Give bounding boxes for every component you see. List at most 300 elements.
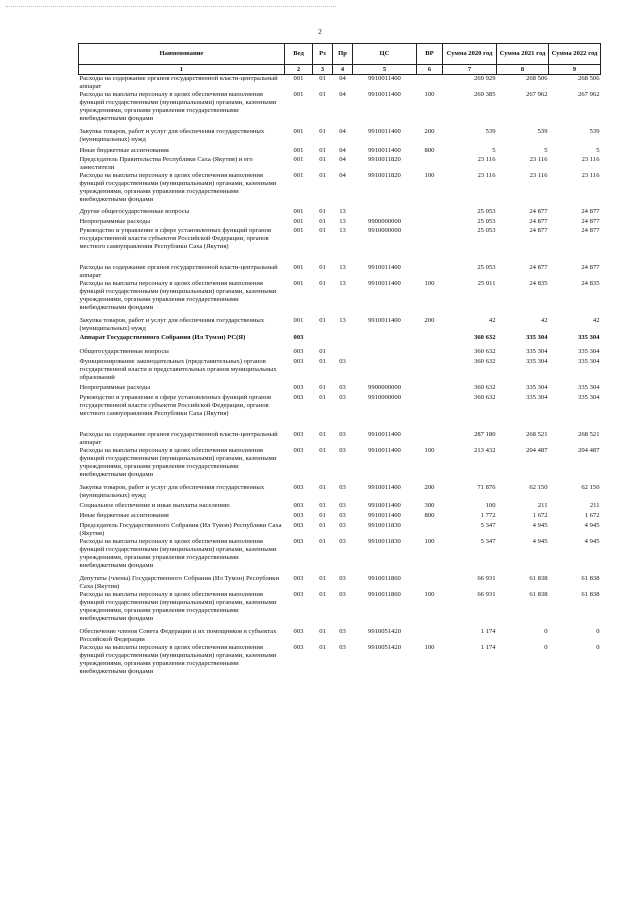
row-sum-2020: 25 053 bbox=[477, 218, 496, 225]
row-sum-2021: 24 877 bbox=[529, 264, 548, 271]
row-ved: 001 bbox=[293, 317, 304, 324]
row-sum-2020: 360 632 bbox=[474, 348, 496, 355]
table-row bbox=[79, 431, 601, 447]
row-pr: 03 bbox=[339, 512, 346, 519]
row-ved: 003 bbox=[293, 484, 304, 491]
column-number: 3 bbox=[313, 65, 333, 75]
header-name: Наименование bbox=[79, 44, 285, 65]
row-rz: 01 bbox=[319, 91, 326, 98]
row-sum-2021: 23 116 bbox=[529, 172, 548, 179]
row-sum-2022: 5 bbox=[596, 147, 600, 154]
row-ved: 003 bbox=[293, 394, 304, 401]
row-sum-2020: 1 772 bbox=[480, 512, 496, 519]
row-ved: 001 bbox=[293, 75, 304, 82]
column-number: 9 bbox=[549, 65, 601, 75]
row-cs: 9910011400 bbox=[368, 317, 401, 324]
row-vr: 100 bbox=[424, 591, 435, 598]
row-vr bbox=[417, 264, 443, 280]
row-rz: 01 bbox=[319, 75, 326, 82]
row-vr bbox=[417, 334, 443, 348]
row-sum-2021: 24 877 bbox=[529, 218, 548, 225]
table-row bbox=[79, 591, 601, 628]
row-rz: 01 bbox=[319, 394, 326, 401]
row-sum-2020: 213 432 bbox=[474, 447, 496, 454]
row-rz: 01 bbox=[319, 264, 326, 271]
row-rz: 01 bbox=[319, 591, 326, 598]
row-name: Функционирование законодательных (представительных) органов государственной власти и представительных органов муниципальных образований bbox=[79, 358, 277, 381]
row-sum-2020: 269 385 bbox=[474, 91, 496, 98]
row-sum-2020: 5 347 bbox=[480, 538, 496, 545]
row-rz: 01 bbox=[319, 628, 326, 635]
row-sum-2022: 335 304 bbox=[578, 384, 600, 391]
row-name: Депутаты (члены) Государственного Собрания (Ил Тумэн) Республики Саха (Якутия) bbox=[79, 575, 280, 590]
table-row bbox=[79, 484, 601, 502]
header-sum-2022: Сумма 2022 год bbox=[549, 44, 601, 65]
row-pr: 04 bbox=[339, 91, 346, 98]
row-vr bbox=[417, 394, 443, 431]
row-sum-2022: 4 945 bbox=[584, 538, 600, 545]
row-ved: 001 bbox=[293, 280, 304, 287]
row-name: Общегосударственные вопросы bbox=[79, 348, 169, 355]
row-name: Расходы на выплаты персоналу в целях обеспечения выполнения функций государственными (муниципальными) органами, казенными учреждениями, органами управления государственными внебюджетными фондами bbox=[79, 91, 277, 122]
row-sum-2021: 4 945 bbox=[532, 538, 548, 545]
row-cs: 9910011400 bbox=[368, 91, 401, 98]
row-sum-2021: 1 672 bbox=[532, 512, 548, 519]
row-sum-2020: 25 011 bbox=[477, 280, 496, 287]
column-number-row bbox=[79, 65, 601, 75]
row-cs: 9910011830 bbox=[368, 522, 401, 529]
row-sum-2022: 23 116 bbox=[581, 172, 600, 179]
row-ved: 001 bbox=[293, 208, 304, 215]
row-rz: 01 bbox=[319, 644, 326, 651]
row-vr: 100 bbox=[424, 172, 435, 179]
column-number: 2 bbox=[285, 65, 313, 75]
row-rz: 01 bbox=[319, 447, 326, 454]
row-pr: 04 bbox=[339, 172, 346, 179]
table-row bbox=[79, 522, 601, 538]
row-sum-2021: 24 835 bbox=[529, 280, 548, 287]
row-pr: 03 bbox=[339, 431, 346, 438]
row-name: Иные бюджетные ассигнования bbox=[79, 512, 169, 519]
row-sum-2022: 204 487 bbox=[578, 447, 600, 454]
row-cs: 9910011400 bbox=[368, 502, 401, 509]
row-sum-2021: 335 304 bbox=[526, 384, 548, 391]
row-ved: 001 bbox=[293, 172, 304, 179]
row-cs bbox=[353, 358, 417, 384]
row-vr: 200 bbox=[424, 128, 435, 135]
row-sum-2020: 360 632 bbox=[474, 358, 496, 365]
row-rz: 01 bbox=[319, 128, 326, 135]
row-rz: 01 bbox=[319, 227, 326, 234]
row-sum-2022: 42 bbox=[592, 317, 600, 324]
row-pr: 03 bbox=[339, 394, 346, 401]
row-cs: 9910011400 bbox=[368, 484, 401, 491]
row-rz: 01 bbox=[319, 348, 326, 355]
table-body bbox=[79, 75, 601, 682]
row-vr: 300 bbox=[424, 502, 435, 509]
row-ved: 001 bbox=[293, 227, 304, 234]
row-ved: 001 bbox=[293, 128, 304, 135]
table-row bbox=[79, 208, 601, 218]
row-vr bbox=[417, 575, 443, 591]
row-sum-2020: 66 931 bbox=[477, 575, 496, 582]
row-ved: 003 bbox=[293, 644, 304, 651]
row-ved: 003 bbox=[293, 358, 304, 365]
table-row bbox=[79, 75, 601, 92]
row-rz: 01 bbox=[319, 317, 326, 324]
row-rz: 01 bbox=[319, 172, 326, 179]
row-sum-2021: 268 521 bbox=[526, 431, 548, 438]
row-ved: 001 bbox=[293, 264, 304, 271]
row-pr: 04 bbox=[339, 147, 346, 154]
row-sum-2022: 267 962 bbox=[578, 91, 600, 98]
table-row bbox=[79, 227, 601, 264]
row-cs: 9910011860 bbox=[368, 575, 401, 582]
row-rz: 01 bbox=[319, 358, 326, 365]
row-ved: 003 bbox=[293, 575, 304, 582]
row-vr: 100 bbox=[424, 644, 435, 651]
row-rz: 01 bbox=[319, 147, 326, 154]
row-sum-2020: 25 053 bbox=[477, 208, 496, 215]
row-vr: 800 bbox=[424, 512, 435, 519]
row-pr bbox=[333, 334, 353, 348]
table-row bbox=[79, 512, 601, 522]
table-row bbox=[79, 348, 601, 358]
row-sum-2022: 24 877 bbox=[581, 218, 600, 225]
row-pr: 03 bbox=[339, 628, 346, 635]
table-row bbox=[79, 575, 601, 591]
row-name: Расходы на выплаты персоналу в целях обеспечения выполнения функций государственными (муниципальными) органами, казенными учреждениями, органами управления государственными внебюджетными фондами bbox=[79, 538, 277, 569]
row-rz: 01 bbox=[319, 280, 326, 287]
row-sum-2022: 24 877 bbox=[581, 227, 600, 234]
row-vr bbox=[417, 208, 443, 218]
row-pr: 03 bbox=[339, 644, 346, 651]
row-pr bbox=[333, 348, 353, 358]
row-rz: 01 bbox=[319, 218, 326, 225]
table-row bbox=[79, 91, 601, 128]
row-sum-2022: 335 304 bbox=[578, 358, 600, 365]
row-sum-2022: 268 506 bbox=[578, 75, 600, 82]
row-pr: 03 bbox=[339, 591, 346, 598]
row-cs: 9910000000 bbox=[368, 394, 401, 401]
row-sum-2021: 335 304 bbox=[526, 348, 548, 355]
row-ved: 003 bbox=[293, 512, 304, 519]
row-sum-2022: 61 838 bbox=[581, 575, 600, 582]
column-number: 5 bbox=[353, 65, 417, 75]
row-sum-2021: 204 487 bbox=[526, 447, 548, 454]
row-sum-2020: 360 632 bbox=[474, 394, 496, 401]
row-sum-2021: 24 877 bbox=[529, 208, 548, 215]
row-cs: 9910011400 bbox=[368, 75, 401, 82]
column-number: 4 bbox=[333, 65, 353, 75]
row-sum-2021: 0 bbox=[544, 628, 548, 635]
row-name: Закупка товаров, работ и услуг для обеспечения государственных (муниципальных) нужд bbox=[79, 484, 265, 499]
header-cs: ЦС bbox=[353, 44, 417, 65]
row-sum-2020: 1 174 bbox=[480, 644, 496, 651]
row-ved: 003 bbox=[293, 334, 304, 341]
row-sum-2020: 23 116 bbox=[477, 156, 496, 163]
row-pr: 03 bbox=[339, 575, 346, 582]
row-sum-2021: 268 506 bbox=[526, 75, 548, 82]
row-name: Расходы на содержание органов государственной власти-центральный аппарат bbox=[79, 431, 278, 446]
row-sum-2021: 0 bbox=[544, 644, 548, 651]
row-sum-2021: 62 150 bbox=[529, 484, 548, 491]
row-sum-2022: 335 304 bbox=[578, 394, 600, 401]
row-rz: 01 bbox=[319, 502, 326, 509]
row-cs: 9910011820 bbox=[368, 156, 401, 163]
table-row bbox=[79, 628, 601, 644]
row-sum-2020: 5 bbox=[492, 147, 496, 154]
row-vr: 200 bbox=[424, 484, 435, 491]
row-vr bbox=[417, 628, 443, 644]
table-row bbox=[79, 502, 601, 512]
row-sum-2021: 335 304 bbox=[526, 394, 548, 401]
row-sum-2022: 268 521 bbox=[578, 431, 600, 438]
row-ved: 001 bbox=[293, 218, 304, 225]
row-cs: 9910051420 bbox=[368, 644, 401, 651]
row-rz: 01 bbox=[319, 575, 326, 582]
row-sum-2022: 24 877 bbox=[581, 264, 600, 271]
row-ved: 003 bbox=[293, 447, 304, 454]
row-pr: 03 bbox=[339, 358, 346, 365]
row-pr: 04 bbox=[339, 128, 346, 135]
row-cs: 9910011400 bbox=[368, 431, 401, 438]
row-name: Расходы на выплаты персоналу в целях обеспечения выполнения функций государственными (муниципальными) органами, казенными учреждениями, органами управления государственными внебюджетными фондами bbox=[79, 591, 277, 622]
row-sum-2021: 539 bbox=[537, 128, 548, 135]
header-row bbox=[79, 44, 601, 65]
row-sum-2022: 23 116 bbox=[581, 156, 600, 163]
row-sum-2021: 335 304 bbox=[526, 334, 548, 341]
row-ved: 001 bbox=[293, 91, 304, 98]
row-sum-2021: 5 bbox=[544, 147, 548, 154]
row-name: Расходы на выплаты персоналу в целях обеспечения выполнения функций государственными (муниципальными) органами, казенными учреждениями, органами управления государственными внебюджетными фондами bbox=[79, 172, 277, 203]
row-sum-2022: 1 672 bbox=[584, 512, 600, 519]
table-row bbox=[79, 128, 601, 147]
row-sum-2020: 25 053 bbox=[477, 264, 496, 271]
row-sum-2021: 23 116 bbox=[529, 156, 548, 163]
row-sum-2020: 66 931 bbox=[477, 591, 496, 598]
row-rz: 01 bbox=[319, 208, 326, 215]
table-row bbox=[79, 264, 601, 280]
row-cs: 9900000000 bbox=[368, 384, 401, 391]
row-name: Расходы на выплаты персоналу в целях обеспечения выполнения функций государственными (муниципальными) органами, казенными учреждениями, органами управления государственными внебюджетными фондами bbox=[79, 447, 277, 478]
row-name: Аппарат Государственного Собрания (Ил Тумэн) РС(Я) bbox=[79, 334, 246, 341]
row-sum-2020: 287 180 bbox=[474, 431, 496, 438]
row-sum-2020: 360 632 bbox=[474, 384, 496, 391]
row-cs: 9910011400 bbox=[368, 447, 401, 454]
row-ved: 003 bbox=[293, 348, 304, 355]
row-ved: 003 bbox=[293, 522, 304, 529]
row-vr bbox=[417, 358, 443, 384]
row-sum-2022: 24 877 bbox=[581, 208, 600, 215]
row-sum-2022: 24 835 bbox=[581, 280, 600, 287]
row-name: Расходы на выплаты персоналу в целях обеспечения выполнения функций государственными (муниципальными) органами, казенными учреждениями, органами управления государственными внебюджетными фондами bbox=[79, 644, 277, 675]
row-pr: 03 bbox=[339, 538, 346, 545]
row-name: Обеспечение членов Совета Федерации и их помощников в субъектах Российской Федерации bbox=[79, 628, 277, 643]
row-ved: 003 bbox=[293, 538, 304, 545]
header-sum-2021: Сумма 2021 год bbox=[497, 44, 549, 65]
table-row bbox=[79, 317, 601, 334]
row-sum-2022: 62 150 bbox=[581, 484, 600, 491]
row-vr bbox=[417, 227, 443, 264]
row-pr: 03 bbox=[339, 484, 346, 491]
row-sum-2020: 25 053 bbox=[477, 227, 496, 234]
row-vr bbox=[417, 431, 443, 447]
row-vr: 100 bbox=[424, 447, 435, 454]
row-vr: 100 bbox=[424, 280, 435, 287]
row-cs: 9910000000 bbox=[368, 227, 401, 234]
table-row bbox=[79, 280, 601, 317]
row-pr: 13 bbox=[339, 264, 346, 271]
row-name: Расходы на содержание органов государственной власти-центральный аппарат bbox=[79, 75, 278, 90]
table-row bbox=[79, 384, 601, 394]
table-row bbox=[79, 147, 601, 156]
budget-table bbox=[78, 43, 601, 681]
row-sum-2022: 335 304 bbox=[578, 334, 600, 341]
row-vr bbox=[417, 348, 443, 358]
row-sum-2022: 0 bbox=[596, 644, 600, 651]
row-ved: 003 bbox=[293, 384, 304, 391]
row-rz: 01 bbox=[319, 522, 326, 529]
row-sum-2020: 360 632 bbox=[474, 334, 496, 341]
row-sum-2020: 5 347 bbox=[480, 522, 496, 529]
row-sum-2020: 1 174 bbox=[480, 628, 496, 635]
row-pr: 04 bbox=[339, 156, 346, 163]
row-cs bbox=[353, 334, 417, 348]
row-sum-2021: 335 304 bbox=[526, 358, 548, 365]
row-vr: 800 bbox=[424, 147, 435, 154]
row-ved: 003 bbox=[293, 628, 304, 635]
table-row bbox=[79, 156, 601, 172]
row-pr: 13 bbox=[339, 280, 346, 287]
row-cs: 9910011400 bbox=[368, 512, 401, 519]
row-name: Руководство и управление в сфере установленных функций органов государственной власти субъектов Российской Федерации, органов местного самоуправления Республики Саха (Якутия) bbox=[79, 394, 272, 417]
row-cs bbox=[353, 208, 417, 218]
row-cs: 9910011400 bbox=[368, 264, 401, 271]
row-ved: 001 bbox=[293, 147, 304, 154]
row-sum-2022: 335 304 bbox=[578, 348, 600, 355]
column-number: 7 bbox=[443, 65, 497, 75]
row-name: Руководство и управление в сфере установленных функций органов государственной власти субъектов Российской Федерации, органов местного самоуправления Республики Саха (Якутия) bbox=[79, 227, 272, 250]
table-row bbox=[79, 172, 601, 208]
row-pr: 03 bbox=[339, 502, 346, 509]
row-vr bbox=[417, 218, 443, 227]
table-row bbox=[79, 358, 601, 384]
row-pr: 13 bbox=[339, 208, 346, 215]
row-ved: 003 bbox=[293, 591, 304, 598]
row-cs: 9910011820 bbox=[368, 172, 401, 179]
row-sum-2020: 100 bbox=[485, 502, 496, 509]
row-name: Иные бюджетные ассигнования bbox=[79, 147, 169, 154]
row-name: Социальное обеспечение и иные выплаты населению bbox=[79, 502, 230, 509]
row-name: Другие общегосударственные вопросы bbox=[79, 208, 190, 215]
scan-artifact-line bbox=[6, 6, 336, 7]
row-cs: 9910011400 bbox=[368, 147, 401, 154]
row-rz: 01 bbox=[319, 156, 326, 163]
row-pr: 04 bbox=[339, 75, 346, 82]
row-sum-2022: 539 bbox=[589, 128, 600, 135]
row-cs bbox=[353, 348, 417, 358]
header-sum-2020: Сумма 2020 год bbox=[443, 44, 497, 65]
row-rz: 01 bbox=[319, 431, 326, 438]
row-name: Закупка товаров, работ и услуг для обеспечения государственных (муниципальных) нужд bbox=[79, 317, 265, 332]
row-vr: 200 bbox=[424, 317, 435, 324]
header-ved: Вед bbox=[285, 44, 313, 65]
row-sum-2020: 539 bbox=[485, 128, 496, 135]
row-sum-2021: 267 962 bbox=[526, 91, 548, 98]
row-name: Закупка товаров, работ и услуг для обеспечения государственных (муниципальных) нужд bbox=[79, 128, 265, 143]
row-sum-2021: 4 945 bbox=[532, 522, 548, 529]
row-rz: 01 bbox=[319, 484, 326, 491]
row-rz: 01 bbox=[319, 384, 326, 391]
row-sum-2021: 211 bbox=[537, 502, 548, 509]
header-vr: ВР bbox=[417, 44, 443, 65]
row-cs: 9910011400 bbox=[368, 280, 401, 287]
row-vr bbox=[417, 384, 443, 394]
row-ved: 003 bbox=[293, 431, 304, 438]
row-pr: 03 bbox=[339, 447, 346, 454]
row-cs: 9910011400 bbox=[368, 128, 401, 135]
row-sum-2020: 269 929 bbox=[474, 75, 496, 82]
row-name: Непрограммные расходы bbox=[79, 218, 151, 225]
row-pr: 13 bbox=[339, 317, 346, 324]
table-row bbox=[79, 394, 601, 431]
row-ved: 003 bbox=[293, 502, 304, 509]
row-name: Расходы на выплаты персоналу в целях обеспечения выполнения функций государственными (муниципальными) органами, казенными учреждениями, органами управления государственными внебюджетными фондами bbox=[79, 280, 277, 311]
row-cs: 9910011830 bbox=[368, 538, 401, 545]
row-vr bbox=[417, 156, 443, 172]
row-sum-2020: 42 bbox=[488, 317, 496, 324]
row-sum-2020: 23 116 bbox=[477, 172, 496, 179]
row-pr: 03 bbox=[339, 522, 346, 529]
row-pr: 13 bbox=[339, 218, 346, 225]
row-cs: 9910011860 bbox=[368, 591, 401, 598]
row-rz: 01 bbox=[319, 512, 326, 519]
row-sum-2022: 4 945 bbox=[584, 522, 600, 529]
row-ved: 001 bbox=[293, 156, 304, 163]
row-sum-2021: 61 838 bbox=[529, 591, 548, 598]
row-pr: 13 bbox=[339, 227, 346, 234]
row-name: Расходы на содержание органов государственной власти-центральный аппарат bbox=[79, 264, 278, 279]
row-name: Непрограммные расходы bbox=[79, 384, 151, 391]
column-number: 6 bbox=[417, 65, 443, 75]
row-cs: 9900000000 bbox=[368, 218, 401, 225]
row-rz bbox=[313, 334, 333, 348]
column-number: 8 bbox=[497, 65, 549, 75]
row-vr: 100 bbox=[424, 538, 435, 545]
row-rz: 01 bbox=[319, 538, 326, 545]
header-pr: Пр bbox=[333, 44, 353, 65]
header-rz: Рз bbox=[313, 44, 333, 65]
table-row bbox=[79, 218, 601, 227]
row-sum-2020: 71 876 bbox=[477, 484, 496, 491]
row-vr bbox=[417, 75, 443, 92]
column-number: 1 bbox=[79, 65, 285, 75]
row-sum-2022: 0 bbox=[596, 628, 600, 635]
row-cs: 9910051420 bbox=[368, 628, 401, 635]
table-row bbox=[79, 334, 601, 348]
row-sum-2021: 61 838 bbox=[529, 575, 548, 582]
table-row bbox=[79, 447, 601, 484]
row-pr: 03 bbox=[339, 384, 346, 391]
row-vr bbox=[417, 522, 443, 538]
table-row bbox=[79, 644, 601, 681]
page-number: 2 bbox=[318, 28, 322, 36]
row-sum-2022: 61 838 bbox=[581, 591, 600, 598]
row-sum-2022: 211 bbox=[589, 502, 600, 509]
row-name: Председатель Правительства Республики Саха (Якутия) и его заместители bbox=[79, 156, 253, 171]
table-row bbox=[79, 538, 601, 575]
